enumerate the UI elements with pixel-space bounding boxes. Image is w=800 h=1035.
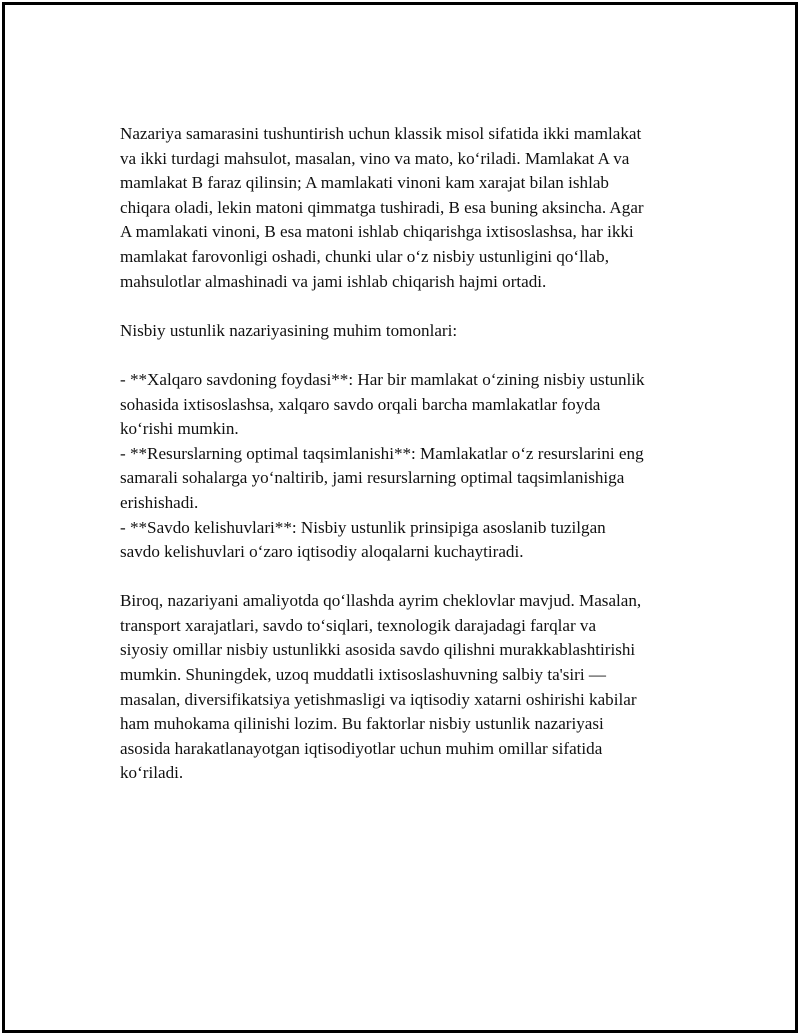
paragraph-example: Nazariya samarasini tushuntirish uchun klassik misol sifatida ikki mamlakat va ikki turdagi mahsulot, masalan, vino va mato, ko‘riladi. Mamlakat A va mamlakat B faraz qilinsin; A mamlakati vinoni kam xarajat bilan ishlab chiqara oladi, lekin matoni qimmatga tushiradi, B esa buning aksincha. Agar A mamlakati vinoni, B esa matoni ishlab chiqarishga ixtisoslashsa, har ikki mamlakat farovonligi oshadi, chunki ular o‘z nisbiy ustunligini qo‘llab, mahsulotlar almashinadi va jami ishlab chiqarish hajmi ortadi. xyxy=(120,124,644,291)
page-frame xyxy=(2,2,798,1033)
paragraph-gap xyxy=(120,565,690,590)
paragraph-aspects-list: - **Xalqaro savdoning foydasi**: Har bir mamlakat o‘zining nisbiy ustunlik sohasida ixtisoslashsa, xalqaro savdo orqali barcha mamlakatlar foyda ko‘rishi mumkin. - **Resurslarning optimal taqsimlanishi**: Mamlakatlar o‘z resurslarini eng samarali sohalarga yo‘naltirib, jami resurslarning optimal taqsimlanishiga erishishadi. - **Savdo kelishuvlari**: Nisbiy ustunlik prinsipiga asoslanib tuzilgan savdo kelishuvlari o‘zaro iqtisodiy aloqalarni kuchaytiradi. xyxy=(120,369,645,562)
paragraph-gap xyxy=(120,294,690,319)
paragraph-aspects-heading: Nisbiy ustunlik nazariyasining muhim tomonlari: xyxy=(120,320,458,340)
paragraph-gap xyxy=(120,343,690,368)
paragraph-limitations: Biroq, nazariyani amaliyotda qo‘llashda ayrim cheklovlar mavjud. Masalan, transport xarajatlari, savdo to‘siqlari, texnologik darajadagi farqlar va siyosiy omillar nisbiy ustunlikki asosida savdo qilishni murakkablashtirishi mumkin. Shuningdek, uzoq muddatli ixtisoslashuvning salbiy ta'siri — masalan, diversifikatsiya yetishmasligi va iqtisodiy xatarni oshirishi kabilar ham muhokama qilinishi lozim. Bu faktorlar nisbiy ustunlik nazariyasi asosida harakatlanayotgan iqtisodiyotlar uchun muhim omillar sifatida ko‘riladi. xyxy=(120,591,642,783)
document-body xyxy=(120,122,690,786)
